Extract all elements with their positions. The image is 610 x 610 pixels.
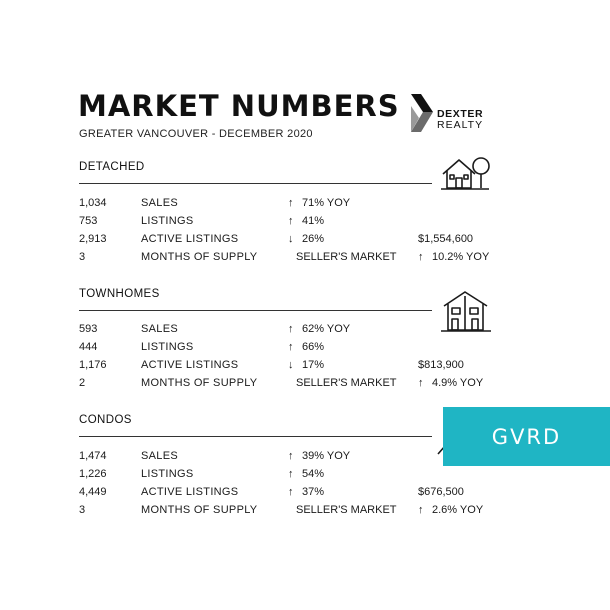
price-change-value: 10.2% YOY: [432, 251, 490, 263]
page-subtitle: GREATER VANCOUVER - DECEMBER 2020: [79, 128, 313, 140]
arrow-up-icon: ↑: [288, 215, 294, 227]
arrow-up-icon: ↑: [288, 486, 294, 498]
stat-value: 1,474: [79, 450, 107, 462]
stat-label: SALES: [141, 323, 178, 335]
arrow-up-icon: ↑: [288, 197, 294, 209]
section-divider: [79, 310, 432, 311]
price-change-value: 2.6% YOY: [432, 504, 484, 516]
stat-value: 3: [79, 251, 86, 263]
arrow-up-icon: ↑: [288, 341, 294, 353]
townhomes-row-active-listings: [0, 359, 610, 375]
arrow-down-icon: ↓: [288, 233, 294, 245]
stat-change-value: 54%: [302, 468, 325, 480]
price-change-value: 4.9% YOY: [432, 377, 484, 389]
stat-change-value: 62% YOY: [302, 323, 351, 335]
stat-value: 1,034: [79, 197, 107, 209]
detached-row-months-supply: [0, 251, 610, 267]
arrow-up-icon: ↑: [418, 251, 424, 263]
stat-label: MONTHS OF SUPPLY: [141, 251, 258, 263]
benchmark-price: $813,900: [418, 359, 464, 371]
stat-change-value: 26%: [302, 233, 325, 245]
stat-value: 444: [79, 341, 98, 353]
benchmark-price: $1,554,600: [418, 233, 474, 245]
stat-change: [288, 359, 324, 371]
stat-label: MONTHS OF SUPPLY: [141, 377, 258, 389]
detached-row-sales: [0, 197, 610, 213]
stat-label: ACTIVE LISTINGS: [141, 359, 239, 371]
stat-label: LISTINGS: [141, 215, 194, 227]
condos-row-listings: [0, 468, 610, 484]
section-heading-condos: CONDOS: [79, 414, 132, 426]
market-type: SELLER'S MARKET: [296, 504, 397, 516]
market-type: SELLER'S MARKET: [296, 251, 397, 263]
stat-change: [288, 468, 324, 480]
benchmark-price: $676,500: [418, 486, 464, 498]
stat-label: ACTIVE LISTINGS: [141, 233, 239, 245]
arrow-up-icon: ↑: [288, 450, 294, 462]
section-heading-townhomes: TOWNHOMES: [79, 288, 160, 300]
stat-change: [288, 450, 350, 462]
stat-value: 1,226: [79, 468, 107, 480]
market-type: SELLER'S MARKET: [296, 377, 397, 389]
stat-change: [288, 486, 324, 498]
stat-label: SALES: [141, 197, 178, 209]
stat-change: [288, 215, 324, 227]
stat-value: 2: [79, 377, 86, 389]
stat-label: SALES: [141, 450, 178, 462]
stat-value: 2,913: [79, 233, 107, 245]
dexter-logo-mark-icon: [411, 94, 435, 134]
stat-change-value: 39% YOY: [302, 450, 351, 462]
arrow-up-icon: ↑: [418, 377, 424, 389]
section-heading-detached: DETACHED: [79, 161, 145, 173]
price-change: [418, 504, 483, 516]
stat-change-value: 66%: [302, 341, 325, 353]
section-divider: [79, 436, 432, 437]
arrow-up-icon: ↑: [288, 323, 294, 335]
detached-row-listings: [0, 215, 610, 231]
stat-change: [288, 341, 324, 353]
region-badge-label: GVRD: [491, 424, 562, 449]
stat-label: ACTIVE LISTINGS: [141, 486, 239, 498]
condos-row-months-supply: [0, 504, 610, 520]
townhomes-row-months-supply: [0, 377, 610, 393]
stat-change-value: 41%: [302, 215, 325, 227]
page-title: MARKET NUMBERS: [78, 89, 400, 123]
stat-change: [288, 233, 324, 245]
stat-change: [288, 197, 350, 209]
detached-row-active-listings: [0, 233, 610, 249]
stat-change-value: 71% YOY: [302, 197, 351, 209]
section-divider: [79, 183, 432, 184]
stat-value: 1,176: [79, 359, 107, 371]
townhomes-row-sales: [0, 323, 610, 339]
stat-label: LISTINGS: [141, 468, 194, 480]
logo-text-realty: REALTY: [437, 119, 484, 131]
region-badge: [443, 407, 610, 466]
stat-label: LISTINGS: [141, 341, 194, 353]
stat-label: MONTHS OF SUPPLY: [141, 504, 258, 516]
price-change: [418, 377, 483, 389]
stat-value: 3: [79, 504, 86, 516]
townhomes-row-listings: [0, 341, 610, 357]
arrow-up-icon: ↑: [418, 504, 424, 516]
arrow-down-icon: ↓: [288, 359, 294, 371]
stat-value: 4,449: [79, 486, 107, 498]
stat-value: 753: [79, 215, 98, 227]
price-change: [418, 251, 489, 263]
logo-text-dexter: DEXTER: [437, 108, 484, 120]
stat-change-value: 17%: [302, 359, 325, 371]
detached-house-icon: [441, 154, 493, 199]
condos-row-active-listings: [0, 486, 610, 502]
arrow-up-icon: ↑: [288, 468, 294, 480]
stat-value: 593: [79, 323, 98, 335]
dexter-realty-logo: [411, 94, 501, 136]
stat-change: [288, 323, 350, 335]
stat-change-value: 37%: [302, 486, 325, 498]
